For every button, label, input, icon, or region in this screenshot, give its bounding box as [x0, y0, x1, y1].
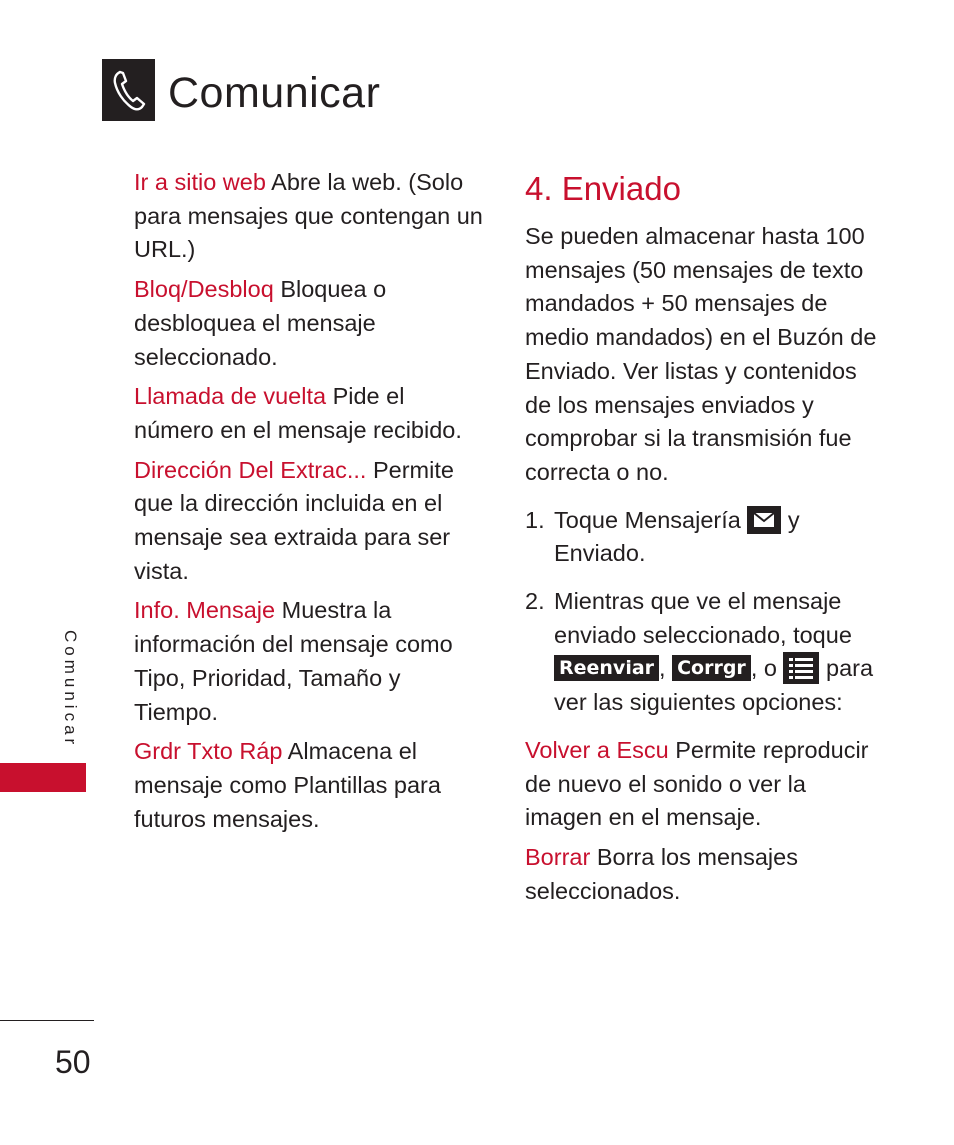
option-entry	[134, 454, 484, 589]
option-description: Borra los mensajes seleccionados.	[525, 843, 798, 904]
messaging-label: Mensajería	[624, 506, 741, 533]
step-number: 1.	[525, 506, 545, 533]
step-text: Toque	[554, 506, 625, 533]
step-1	[525, 504, 885, 571]
option-entry	[134, 735, 484, 836]
option-entry	[134, 273, 484, 374]
step-text: y	[781, 506, 800, 533]
option-term: Borrar	[525, 843, 591, 870]
option-term: Info. Mensaje	[134, 597, 276, 624]
option-term: Grdr Txto Ráp	[134, 738, 283, 765]
option-entry	[134, 594, 484, 729]
page-title: Comunicar	[168, 69, 381, 117]
forward-button-label: Reenviar	[554, 655, 659, 681]
option-description: Pide el número en el mensaje recibido.	[134, 383, 462, 443]
option-description: Permite que la dirección incluida en el mensaje sea extraida para ser vista.	[134, 456, 454, 584]
section-intro: Se pueden almacenar hasta 100 mensajes (50 mensajes de texto mandados + 50 mensajes de medio mandados) en el Buzón de Enviado. Ver listas y contenidos de los mensajes enviados y comprobar si la transmisión fue correcta o no.	[525, 223, 877, 485]
option-term: Volver a Escu	[525, 736, 669, 763]
option-term: Llamada de vuelta	[134, 383, 327, 410]
chapter-side-tab: Comunicar	[61, 630, 80, 749]
step-text: .	[638, 540, 646, 567]
sent-label: Enviado	[554, 540, 639, 567]
option-entry	[525, 734, 885, 835]
option-entry	[134, 166, 484, 267]
option-term: Dirección Del Extrac...	[134, 456, 367, 483]
step-number: 2.	[525, 588, 545, 615]
option-description: Abre la web. (Solo para mensajes que contengan un URL.)	[134, 169, 483, 263]
right-column	[525, 166, 885, 914]
envelope-icon	[747, 506, 781, 534]
option-description: Permite reproducir de nuevo el sonido o ver la imagen en el mensaje.	[525, 736, 869, 831]
menu-list-icon	[783, 652, 819, 684]
option-term: Bloq/Desbloq	[134, 276, 274, 303]
option-entry	[134, 380, 484, 447]
separator: ,	[659, 655, 673, 682]
page-number: 50	[55, 1044, 91, 1080]
step-text: Mientras que ve el mensaje enviado seleccionado, toque	[554, 588, 852, 648]
edit-button-label: Corrgr	[672, 655, 751, 681]
option-description: Almacena el mensaje como Plantillas para futuros mensajes.	[134, 738, 441, 832]
option-description: Bloquea o desbloquea el mensaje seleccionado.	[134, 276, 387, 370]
left-column	[134, 166, 484, 842]
option-entry	[525, 841, 885, 908]
option-term: Ir a sitio web	[134, 169, 266, 195]
chapter-marker-bar	[0, 763, 86, 792]
option-description: Muestra la información del mensaje como Tipo, Prioridad, Tamaño y Tiempo.	[134, 597, 453, 725]
separator: , o	[750, 655, 784, 682]
step-2	[525, 585, 885, 720]
phone-icon	[102, 59, 155, 121]
step-text: para ver las siguientes opciones:	[554, 655, 874, 716]
section-title: 4. Enviado	[525, 170, 681, 207]
footer-divider	[0, 1020, 94, 1021]
